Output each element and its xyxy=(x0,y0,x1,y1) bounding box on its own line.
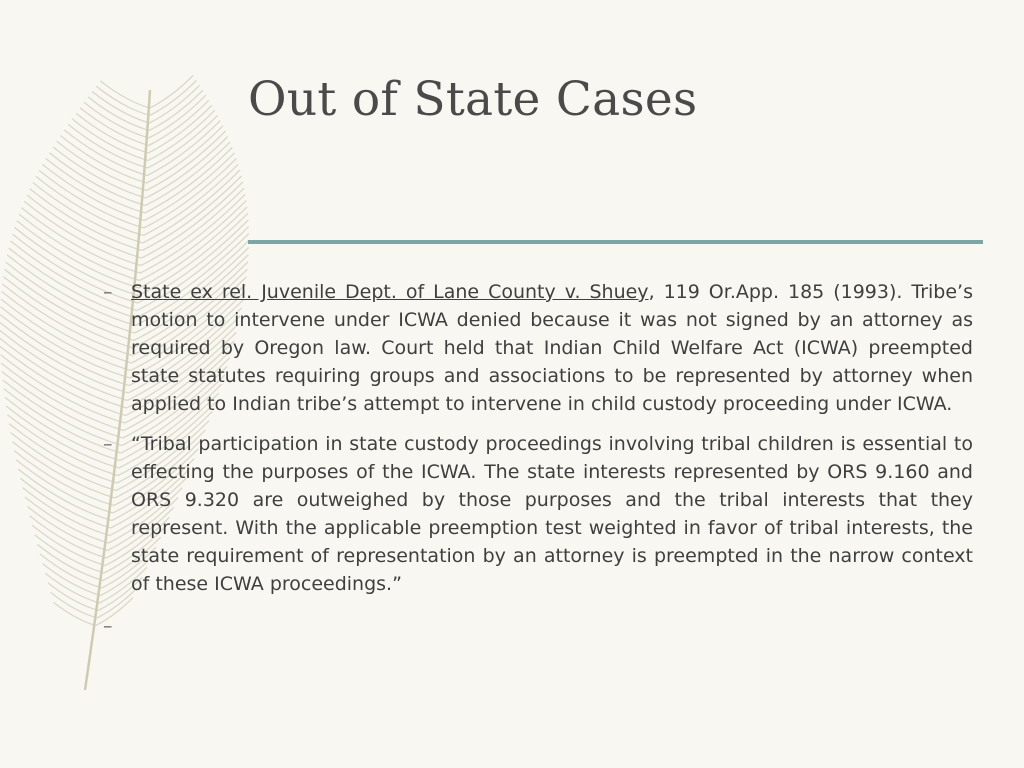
bullet-marker: – xyxy=(103,281,113,303)
bullet-list xyxy=(103,278,973,652)
bullet-item-shuey-case xyxy=(103,278,973,418)
bullet-marker: – xyxy=(103,615,113,637)
bullet-text: , 119 Or.App. 185 (1993). Tribe’s motion to intervene under ICWA denied because it was not signed by an attorney as required by Oregon law. Court held that Indian Child Welfare Act (ICWA) preempted state statutes requiring groups and associations to be represented by attorney when applied to Indian tribe’s attempt to intervene in child custody proceeding under ICWA. xyxy=(131,281,973,415)
bullet-marker: – xyxy=(103,433,113,455)
bullet-item-empty xyxy=(103,612,973,640)
bullet-text: “Tribal participation in state custody proceedings involving tribal children is essential to effecting the purposes of the ICWA. The state interests represented by ORS 9.160 and ORS 9.320 are outweighed by those purposes and the tribal interests that they represent. With the applicable preemption test weighted in favor of tribal interests, the state requirement of representation by an attorney is preempted in the narrow context of these ICWA proceedings.” xyxy=(131,433,973,595)
page-title: Out of State Cases xyxy=(248,72,698,127)
title-divider xyxy=(248,240,983,244)
case-citation-name: State ex rel. Juvenile Dept. of Lane County v. Shuey xyxy=(131,281,649,303)
bullet-item-court-quote xyxy=(103,430,973,598)
